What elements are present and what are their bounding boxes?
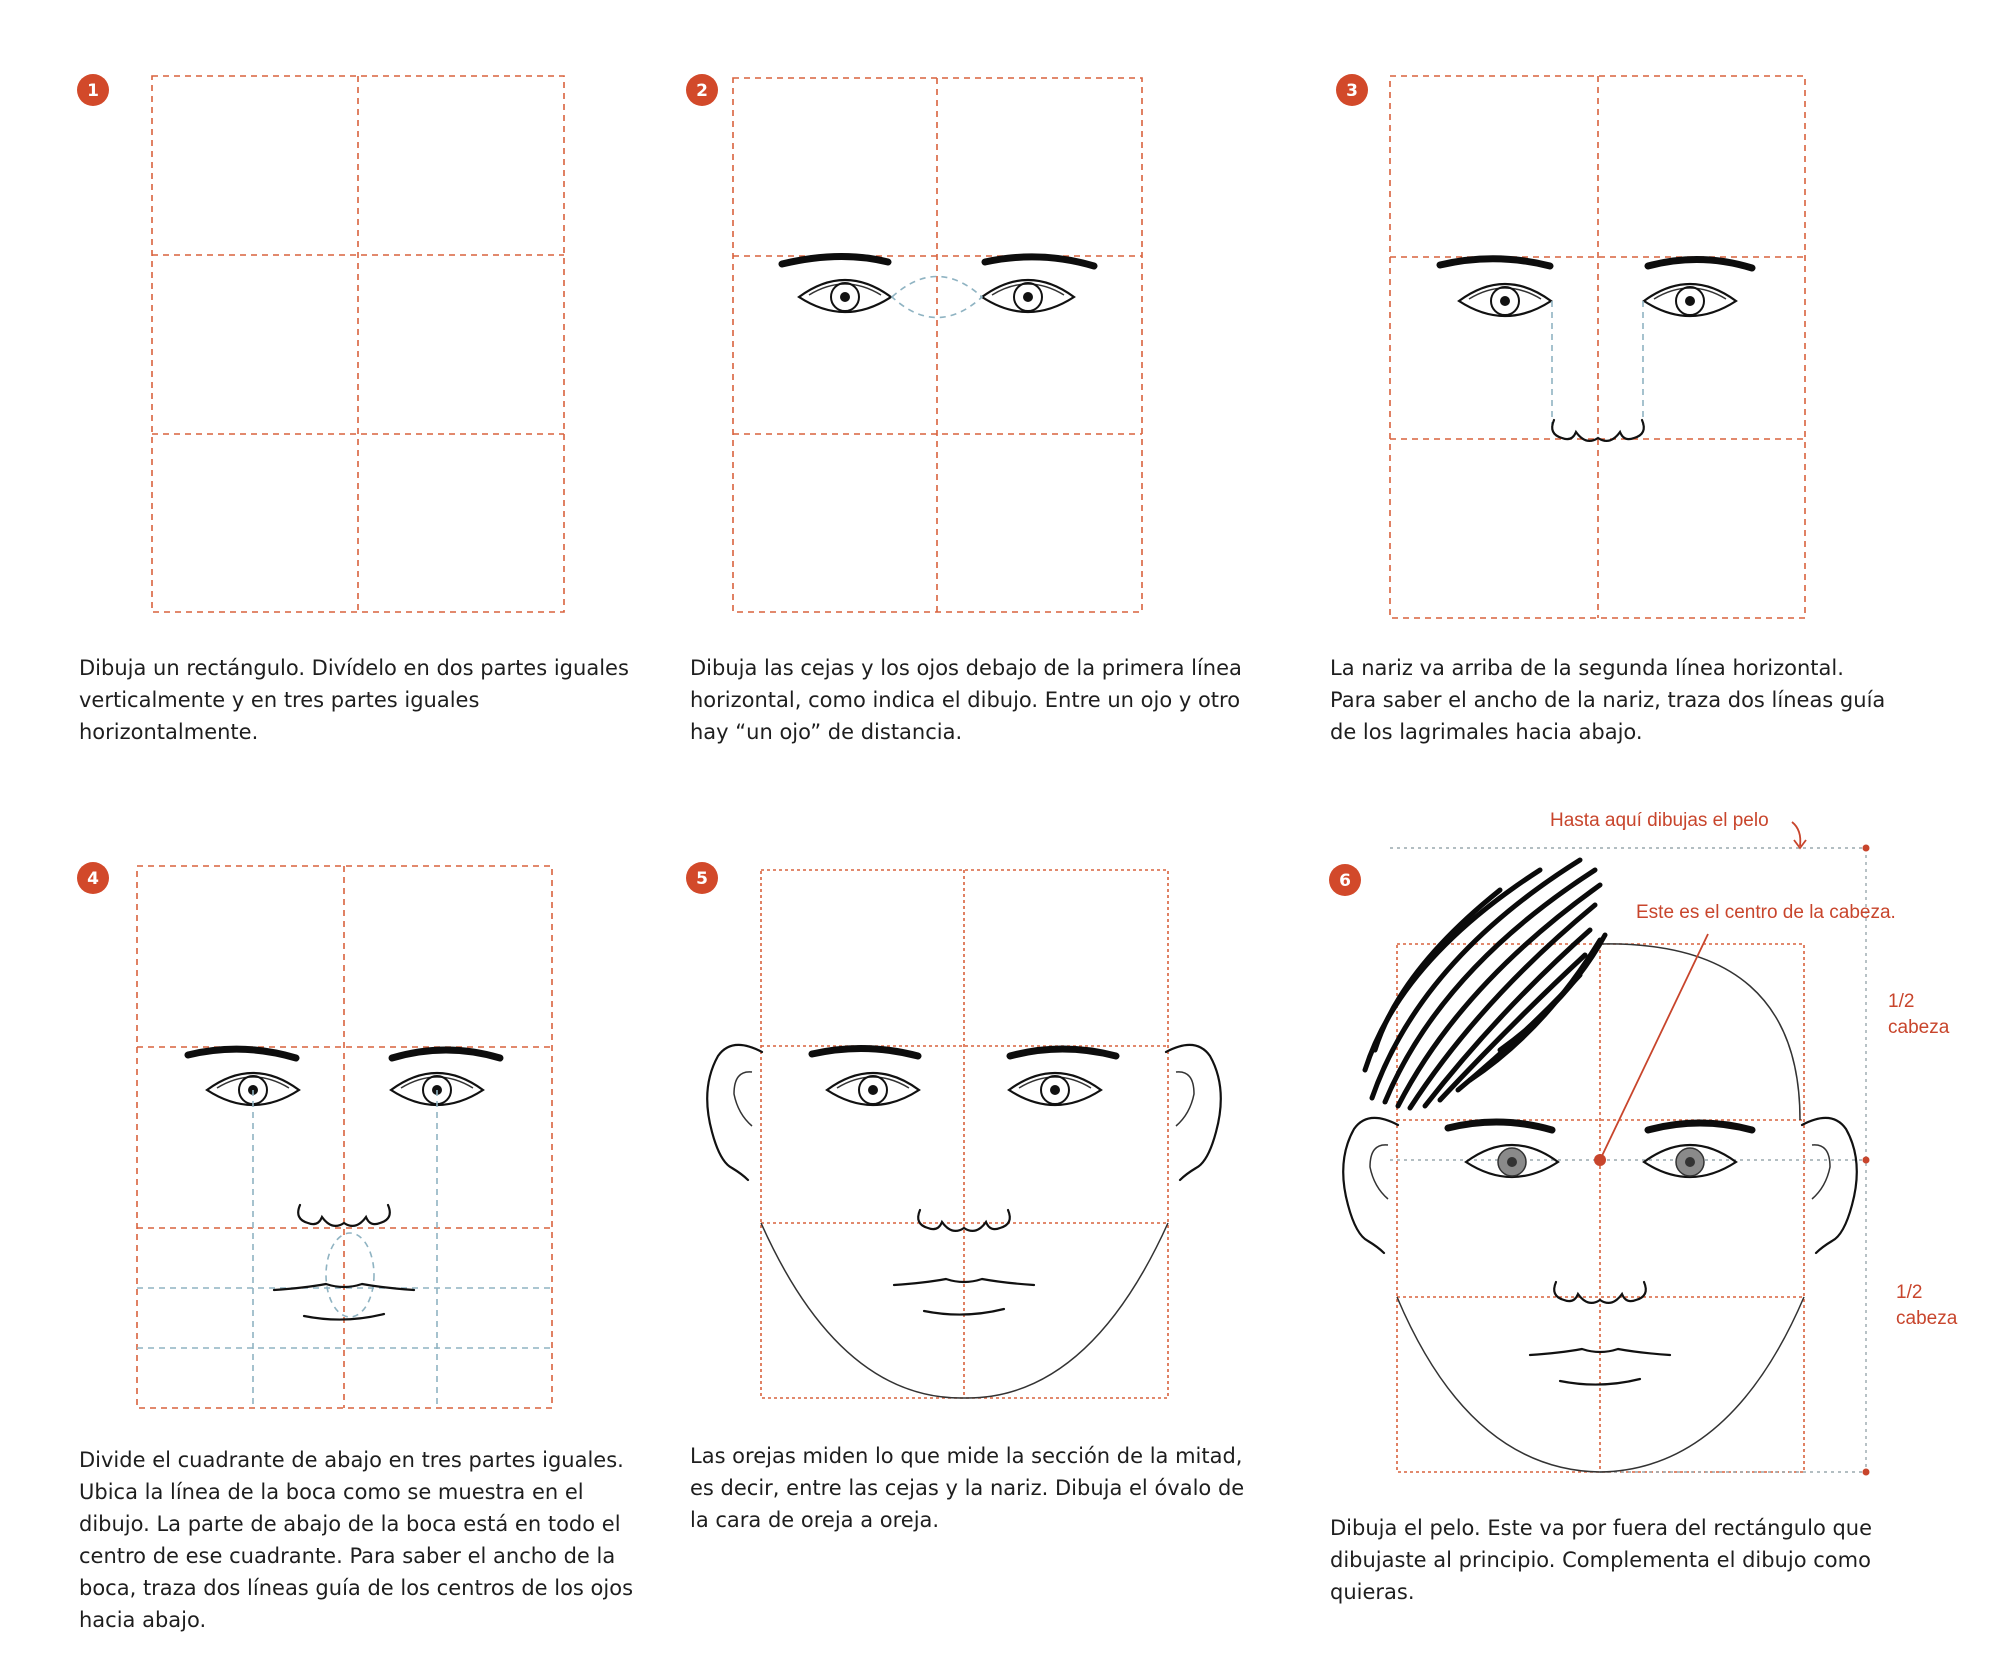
right-ear	[1802, 1118, 1857, 1253]
step-6-caption: Dibuja el pelo. Este va por fuera del rectángulo que dibujaste al principio. Complementa el dibujo como quieras.	[1330, 1516, 1873, 1604]
step-3-badge	[1336, 74, 1368, 106]
hair-limit-label: Hasta aquí dibujas el pelo	[1550, 810, 1769, 831]
measure-point-middle	[1863, 1157, 1870, 1164]
left-eyebrow	[1440, 259, 1550, 266]
step-2-badge	[686, 74, 718, 106]
left-eyebrow	[188, 1049, 296, 1058]
half-head-top-word: cabeza	[1888, 1017, 1950, 1038]
left-eye	[1466, 1145, 1558, 1177]
measure-point-bottom	[1863, 1469, 1870, 1476]
step-2-number: 2	[696, 81, 708, 101]
left-eyebrow	[812, 1048, 918, 1056]
panel-5-grid	[761, 870, 1168, 1398]
step-4-badge	[77, 862, 109, 894]
left-eye	[207, 1073, 299, 1105]
right-eye	[982, 280, 1074, 312]
step-4-number: 4	[87, 869, 99, 889]
right-eyebrow	[1648, 1123, 1752, 1130]
step-4-caption: Divide el cuadrante de abajo en tres partes iguales. Ubica la línea de la boca como se muestra en el dibujo. La parte de abajo de la boca está en todo el centro de ese cuadrante. Para saber el ancho de la boca, traza dos líneas guía de los centros de los ojos hacia abajo.	[79, 1448, 634, 1632]
measure-point-top	[1863, 845, 1870, 852]
step-2-caption: Dibuja las cejas y los ojos debajo de la primera línea horizontal, como indica el dibujo. Entre un ojo y otro hay “un ojo” de distancia.	[690, 656, 1242, 744]
right-eyebrow	[392, 1050, 500, 1058]
right-ear	[1166, 1045, 1221, 1180]
step-6-number: 6	[1339, 871, 1351, 891]
left-eyebrow	[1448, 1122, 1552, 1130]
step-1-number: 1	[87, 81, 99, 101]
step-6-badge	[1329, 864, 1361, 896]
step-5-caption: Las orejas miden lo que mide la sección de la mitad, es decir, entre las cejas y la nariz. Dibuja el óvalo de la cara de oreja a oreja.	[690, 1444, 1245, 1532]
step-1-badge	[77, 74, 109, 106]
left-ear	[1343, 1118, 1398, 1253]
right-eyebrow	[1010, 1049, 1116, 1056]
mouth-width-guide	[326, 1233, 374, 1317]
panel-4	[77, 862, 552, 1408]
right-eye	[1009, 1073, 1101, 1105]
panel-6	[1329, 810, 1958, 1476]
panel-5	[686, 862, 1221, 1398]
left-eye	[1459, 284, 1551, 316]
panel-2-grid	[733, 78, 1142, 612]
panel-1-grid	[152, 76, 564, 612]
head-center-label: Este es el centro de la cabeza.	[1636, 902, 1896, 923]
half-head-bottom-fraction: 1/2	[1896, 1282, 1923, 1303]
head-outline	[1600, 944, 1800, 1120]
right-eye	[391, 1073, 483, 1105]
left-eye	[799, 280, 891, 312]
half-head-top-fraction: 1/2	[1888, 991, 1915, 1012]
half-head-bottom-word: cabeza	[1896, 1308, 1958, 1329]
left-eyebrow	[782, 256, 888, 264]
hair	[1365, 860, 1605, 1108]
panel-2	[686, 74, 1142, 612]
panel-1	[77, 74, 564, 612]
right-eyebrow	[1648, 259, 1752, 268]
panel-6-grid	[1397, 944, 1804, 1472]
panel-3-grid	[1390, 76, 1805, 618]
panel-4-grid	[137, 866, 552, 1408]
step-3-number: 3	[1346, 81, 1358, 101]
left-ear	[707, 1045, 762, 1180]
left-eye	[827, 1073, 919, 1105]
step-1-caption: Dibuja un rectángulo. Divídelo en dos partes iguales verticalmente y en tres partes iguales horizontalmente.	[79, 656, 629, 744]
step-5-number: 5	[696, 869, 708, 889]
right-eye	[1644, 1145, 1736, 1177]
panel-3	[1336, 74, 1805, 618]
right-eyebrow	[985, 257, 1094, 266]
step-5-badge	[686, 862, 718, 894]
right-eye	[1644, 284, 1736, 316]
step-3-caption: La nariz va arriba de la segunda línea horizontal. Para saber el ancho de la nariz, traza dos líneas guía de los lagrimales hacia abajo.	[1330, 656, 1886, 744]
